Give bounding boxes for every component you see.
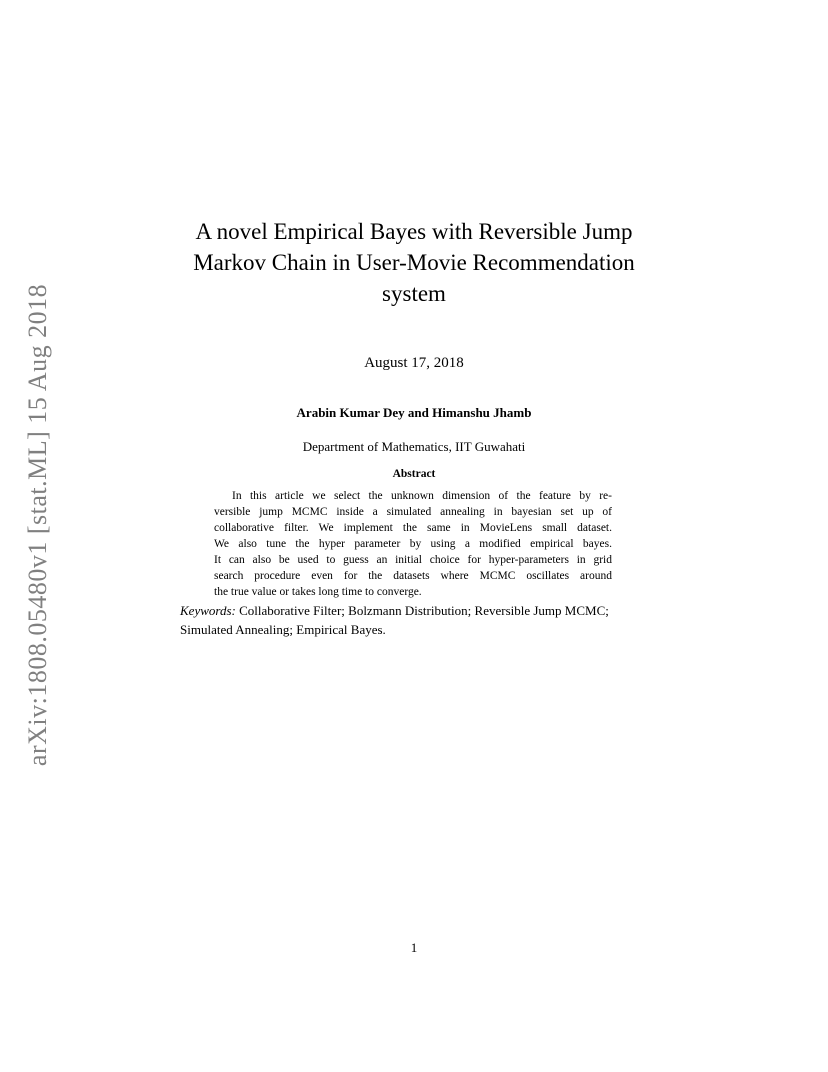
abstract-body (214, 488, 612, 600)
keywords-line (180, 601, 660, 620)
abstract-line: versible jump MCMC inside a simulated annealing in bayesian set up of (214, 506, 612, 518)
keywords-line: Simulated Annealing; Empirical Bayes. (180, 622, 386, 637)
abstract-line: search procedure even for the datasets where MCMC oscillates around (214, 570, 612, 582)
author-affiliation: Department of Mathematics, IIT Guwahati (302, 439, 526, 454)
title-line: Markov Chain in User-Movie Recommendation (193, 250, 635, 275)
page-number: 1 (410, 940, 418, 955)
abstract-line: the true value or takes long time to converge. (214, 586, 422, 598)
arxiv-identifier-stamp: arXiv:1808.05480v1 [stat.ML] 15 Aug 2018 (23, 283, 52, 767)
abstract-heading: Abstract (392, 468, 436, 480)
keywords-label: Keywords: (180, 603, 236, 618)
paper-date: August 17, 2018 (364, 355, 464, 371)
keywords-text: Collaborative Filter; Bolzmann Distribution; Reversible Jump MCMC; (239, 603, 609, 618)
abstract-line: In this article we select the unknown dimension of the feature by re- (232, 490, 612, 502)
title-line: A novel Empirical Bayes with Reversible Jump (195, 219, 633, 244)
paper-title (180, 216, 648, 309)
title-line: system (382, 281, 446, 306)
keywords-section (180, 601, 660, 639)
abstract-line: It can also be used to guess an initial choice for hyper-parameters in grid (214, 554, 612, 566)
abstract-line: We also tune the hyper parameter by using a modified empirical bayes. (214, 538, 612, 550)
paper-authors: Arabin Kumar Dey and Himanshu Jhamb (296, 405, 532, 420)
abstract-line: collaborative filter. We implement the same in MovieLens small dataset. (214, 522, 612, 534)
